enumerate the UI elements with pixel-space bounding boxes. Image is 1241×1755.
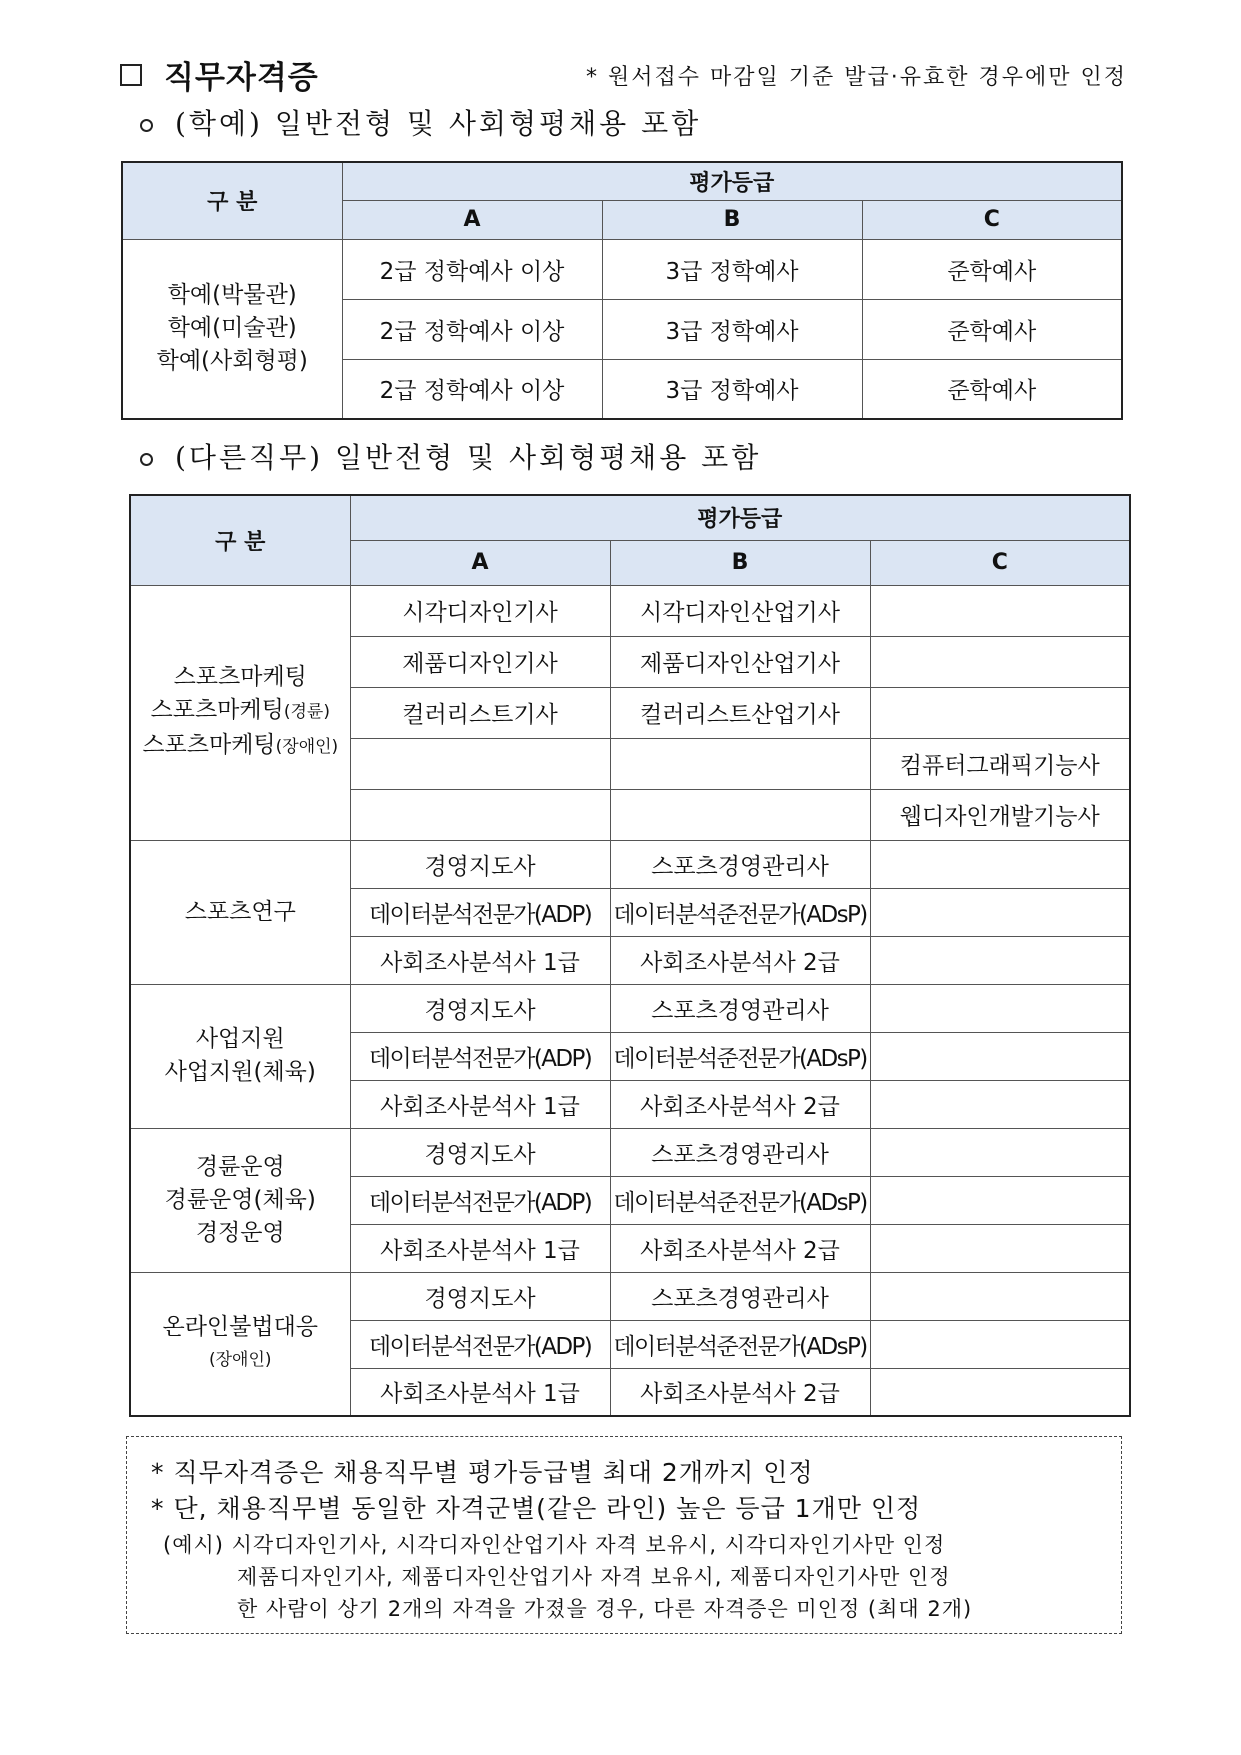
cert-cell: 2급 정학예사 이상 <box>342 359 602 419</box>
grade-a-header: A <box>350 540 610 585</box>
cert-cell: 데이터분석전문가(ADP) <box>350 888 610 936</box>
col-header-category: 구 분 <box>130 495 350 585</box>
category-line: 온라인불법대응 <box>162 1313 319 1340</box>
cert-cell: 시각디자인산업기사 <box>610 585 870 636</box>
category-line: 학예(사회형평) <box>156 348 308 375</box>
cert-cell: 경영지도사 <box>350 1128 610 1176</box>
cert-cell <box>870 1368 1130 1416</box>
cert-cell: 2급 정학예사 이상 <box>342 299 602 359</box>
cert-cell: 사회조사분석사 1급 <box>350 1080 610 1128</box>
category-line: 학예(미술관) <box>167 315 297 342</box>
circle-bullet-icon <box>140 453 153 466</box>
table-other-grades <box>129 494 1131 1417</box>
cert-cell: 3급 정학예사 <box>602 299 862 359</box>
cert-cell: 준학예사 <box>862 299 1122 359</box>
cert-cell: 3급 정학예사 <box>602 239 862 299</box>
cert-cell: 경영지도사 <box>350 984 610 1032</box>
cert-cell: 사회조사분석사 2급 <box>610 1368 870 1416</box>
cert-cell <box>870 1272 1130 1320</box>
category-cell <box>130 1272 350 1416</box>
category-line: 학예(박물관) <box>167 282 297 309</box>
cert-cell: 제품디자인기사 <box>350 636 610 687</box>
cert-cell: 경영지도사 <box>350 840 610 888</box>
grade-c-header: C <box>870 540 1130 585</box>
cert-cell <box>350 789 610 840</box>
cert-cell: 3급 정학예사 <box>602 359 862 419</box>
cert-cell <box>870 585 1130 636</box>
cert-cell <box>870 984 1130 1032</box>
cert-cell <box>870 636 1130 687</box>
cert-cell: 사회조사분석사 1급 <box>350 936 610 984</box>
page-title: 직무자격증 <box>164 60 319 96</box>
section2-title: (다른직무) 일반전형 및 사회형평채용 포함 <box>175 441 762 474</box>
category-cell <box>130 585 350 840</box>
cert-cell: 준학예사 <box>862 239 1122 299</box>
cert-cell <box>870 1320 1130 1368</box>
cert-cell: 데이터분석전문가(ADP) <box>350 1176 610 1224</box>
cert-cell: 사회조사분석사 1급 <box>350 1368 610 1416</box>
header-note: * 원서접수 마감일 기준 발급·유효한 경우에만 인정 <box>586 65 1127 90</box>
note-line: * 단, 채용직무별 동일한 자격군별(같은 라인) 높은 등급 1개만 인정 <box>151 1494 922 1523</box>
note-example-line: 한 사람이 상기 2개의 자격을 가졌을 경우, 다른 자격증은 미인정 (최대 2개) <box>237 1597 973 1621</box>
cert-cell: 스포츠경영관리사 <box>610 840 870 888</box>
cert-cell: 시각디자인기사 <box>350 585 610 636</box>
cert-cell: 컴퓨터그래픽기능사 <box>870 738 1130 789</box>
cert-cell: 스포츠경영관리사 <box>610 1272 870 1320</box>
cert-cell: 경영지도사 <box>350 1272 610 1320</box>
cert-cell: 제품디자인산업기사 <box>610 636 870 687</box>
grade-header: 평가등급 <box>350 495 1130 540</box>
grade-header: 평가등급 <box>342 162 1122 200</box>
table-curator-grades <box>121 161 1123 420</box>
category-line: 경륜운영(체육) <box>164 1186 316 1213</box>
cert-cell <box>870 1176 1130 1224</box>
cert-cell: 2급 정학예사 이상 <box>342 239 602 299</box>
cert-cell <box>870 1032 1130 1080</box>
category-line: 스포츠마케팅(장애인) <box>142 732 339 758</box>
cert-cell: 사회조사분석사 2급 <box>610 1224 870 1272</box>
grade-c-header: C <box>862 200 1122 239</box>
circle-bullet-icon <box>140 119 153 132</box>
category-line: 사업지원 <box>195 1026 285 1052</box>
section1-heading <box>140 102 701 142</box>
note-line: * 직무자격증은 채용직무별 평가등급별 최대 2개까지 인정 <box>151 1458 814 1487</box>
col-header-category: 구 분 <box>122 162 342 239</box>
grade-b-header: B <box>610 540 870 585</box>
cert-cell: 웹디자인개발기능사 <box>870 789 1130 840</box>
category-cell <box>130 840 350 984</box>
section1-title: (학예) 일반전형 및 사회형평채용 포함 <box>175 107 702 140</box>
note-example-line: 제품디자인기사, 제품디자인산업기사 자격 보유시, 제품디자인기사만 인정 <box>237 1565 951 1589</box>
notes-box <box>126 1436 1122 1634</box>
cert-cell: 데이터분석전문가(ADP) <box>350 1320 610 1368</box>
category-cell <box>130 1128 350 1272</box>
cert-cell: 컬러리스트기사 <box>350 687 610 738</box>
cert-cell: 사회조사분석사 2급 <box>610 1080 870 1128</box>
category-line: 경정운영 <box>195 1219 285 1246</box>
category-line: 스포츠연구 <box>184 898 296 925</box>
cert-cell: 데이터분석전문가(ADP) <box>350 1032 610 1080</box>
cert-cell <box>870 888 1130 936</box>
cert-cell <box>350 738 610 789</box>
category-line: 경륜운영 <box>195 1153 285 1180</box>
category-cell <box>130 984 350 1128</box>
cert-cell: 사회조사분석사 1급 <box>350 1224 610 1272</box>
cert-cell: 스포츠경영관리사 <box>610 1128 870 1176</box>
cert-cell <box>870 1080 1130 1128</box>
cert-cell: 데이터분석준전문가(ADsP) <box>610 1320 870 1368</box>
category-line: 사업지원(체육) <box>164 1059 316 1085</box>
category-line: 스포츠마케팅 <box>173 664 307 690</box>
cert-cell <box>610 789 870 840</box>
category-line: 스포츠마케팅(경륜) <box>150 697 330 723</box>
checkbox-square-icon <box>120 64 142 86</box>
cert-cell: 컬러리스트산업기사 <box>610 687 870 738</box>
cert-cell <box>870 687 1130 738</box>
cert-cell <box>870 1224 1130 1272</box>
cert-cell: 준학예사 <box>862 359 1122 419</box>
note-example-line: (예시) 시각디자인기사, 시각디자인산업기사 자격 보유시, 시각디자인기사만 인정 <box>163 1533 946 1557</box>
cert-cell: 데이터분석준전문가(ADsP) <box>610 1032 870 1080</box>
category-cell <box>122 239 342 419</box>
section2-heading <box>140 436 761 476</box>
cert-cell <box>870 840 1130 888</box>
cert-cell <box>870 936 1130 984</box>
section-header <box>120 52 319 97</box>
cert-cell: 데이터분석준전문가(ADsP) <box>610 888 870 936</box>
cert-cell <box>870 1128 1130 1176</box>
cert-cell: 데이터분석준전문가(ADsP) <box>610 1176 870 1224</box>
grade-b-header: B <box>602 200 862 239</box>
category-subline: (장애인) <box>208 1349 272 1370</box>
grade-a-header: A <box>342 200 602 239</box>
cert-cell: 사회조사분석사 2급 <box>610 936 870 984</box>
cert-cell <box>610 738 870 789</box>
cert-cell: 스포츠경영관리사 <box>610 984 870 1032</box>
